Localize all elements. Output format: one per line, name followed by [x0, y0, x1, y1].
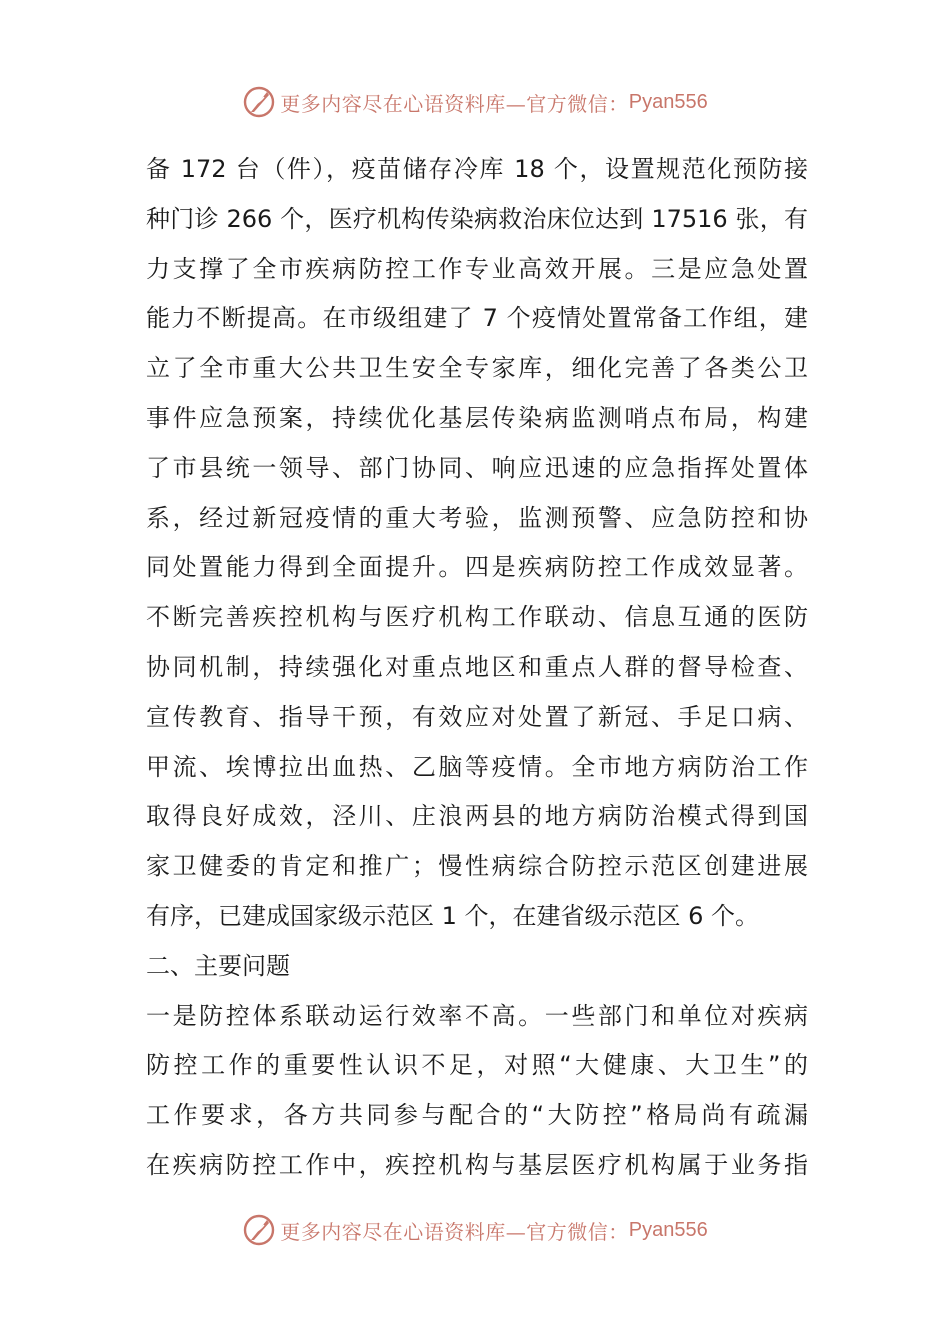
text-line: 同处置能力得到全面提升。四是疾病防控工作成效显著。 — [146, 553, 808, 582]
text-line: 取得良好成效，泾川、庄浪两县的地方病防治模式得到国 — [146, 802, 808, 831]
text-line: 种门诊 266 个，医疗机构传染病救治床位达到 17516 张，有 — [146, 204, 808, 233]
watermark-text: 更多内容尽在心语资料库—官方微信： — [280, 1219, 629, 1244]
text-line: 系，经过新冠疫情的重大考验，监测预警、应急防控和协 — [146, 503, 808, 532]
text-line: 力支撑了全市疾病防控工作专业高效开展。三是应急处置 — [146, 254, 808, 283]
text-line: 协同机制，持续强化对重点地区和重点人群的督导检查、 — [146, 652, 808, 681]
text-line: 立了全市重大公共卫生安全专家库，细化完善了各类公卫 — [146, 354, 808, 383]
text-line: 不断完善疾控机构与医疗机构工作联动、信息互通的医防 — [146, 603, 808, 632]
text-line: 防控工作的重要性认识不足，对照“大健康、大卫生”的 — [146, 1051, 808, 1080]
watermark-text: 更多内容尽在心语资料库—官方微信： — [280, 91, 629, 116]
text-line: 宣传教育、指导干预，有效应对处置了新冠、手足口病、 — [146, 702, 808, 731]
text-line: 了市县统一领导、部门协同、响应迅速的应急指挥处置体 — [146, 453, 808, 482]
text-line: 工作要求，各方共同参与配合的“大防控”格局尚有疏漏 — [146, 1101, 808, 1130]
document-body — [146, 145, 808, 1191]
watermark-wechat-id: Pyan556 — [628, 1218, 708, 1241]
text-line: 备 172 台（件），疫苗储存冷库 18 个，设置规范化预防接 — [146, 155, 808, 183]
quill-logo-icon — [242, 85, 276, 119]
header-watermark — [0, 82, 950, 122]
text-line: 有序，已建成国家级示范区 1 个，在建省级示范区 6 个。 — [146, 901, 760, 930]
text-line: 甲流、埃博拉出血热、乙脑等疫情。全市地方病防治工作 — [146, 752, 808, 781]
quill-logo-icon — [242, 1213, 276, 1247]
text-line: 能力不断提高。在市级组建了 7 个疫情处置常备工作组，建 — [146, 304, 808, 333]
text-line: 事件应急预案，持续优化基层传染病监测哨点布局，构建 — [146, 403, 808, 432]
section-heading: 二、主要问题 — [146, 951, 290, 980]
footer-watermark — [0, 1210, 950, 1250]
text-line: 在疾病防控工作中，疾控机构与基层医疗机构属于业务指 — [146, 1150, 808, 1179]
watermark-wechat-id: Pyan556 — [628, 90, 708, 113]
text-line: 家卫健委的肯定和推广；慢性病综合防控示范区创建进展 — [146, 852, 808, 881]
text-line: 一是防控体系联动运行效率不高。一些部门和单位对疾病 — [146, 1001, 808, 1030]
